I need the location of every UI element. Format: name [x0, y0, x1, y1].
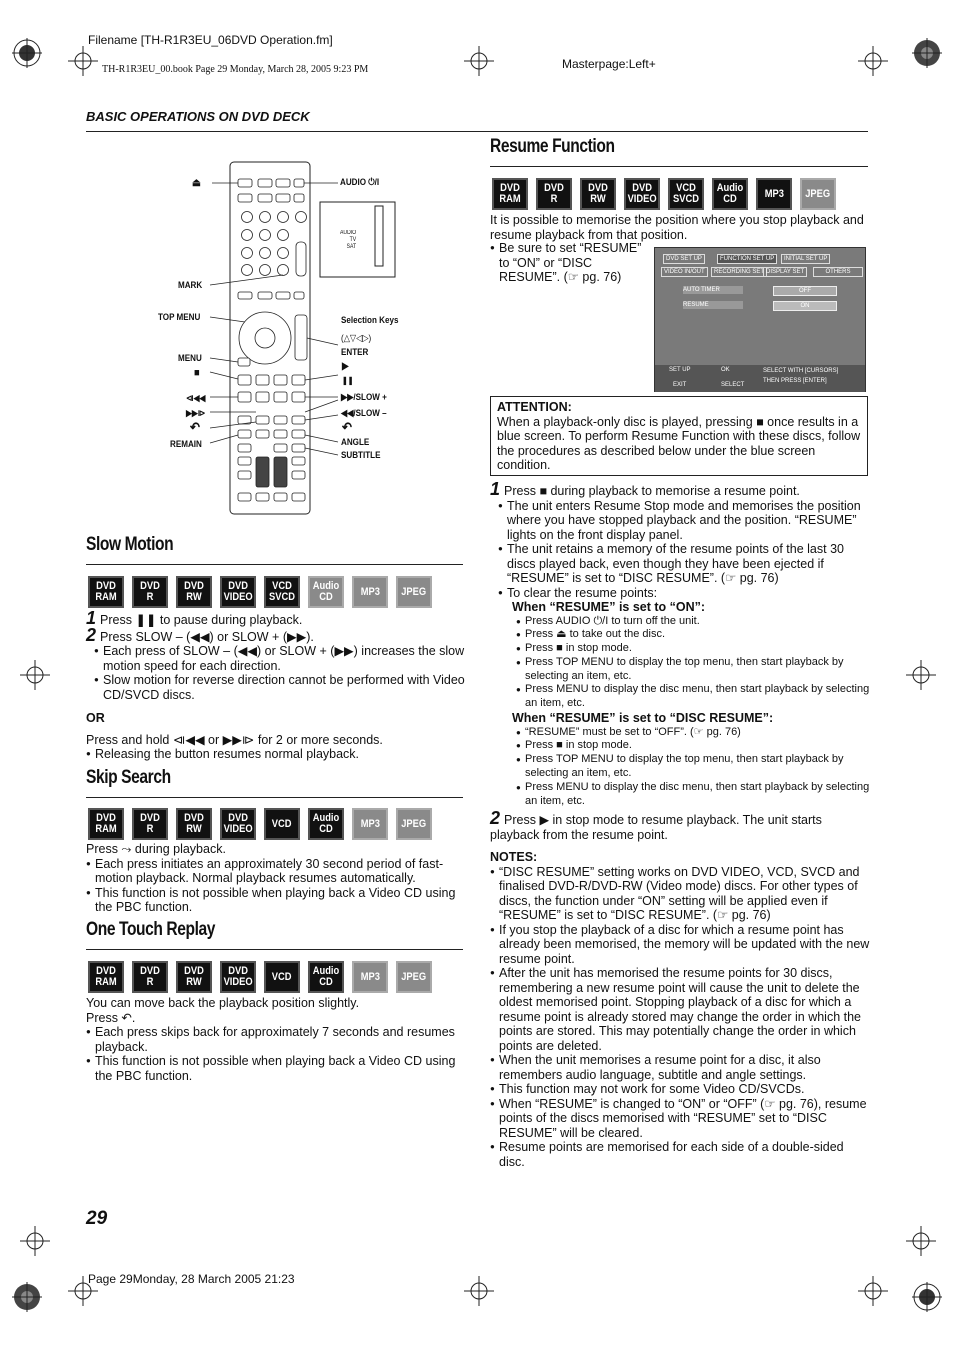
footer-stamp: Page 29Monday, 28 March 2005 21:23 — [88, 1272, 295, 1286]
screen-row-auto-timer-label: AUTO TIMER — [683, 286, 743, 294]
screen-instruction-2: THEN PRESS [ENTER] — [763, 378, 827, 384]
remote-body-graphic — [170, 160, 420, 520]
remote-audio-label: AUDIO ⏻/I — [340, 177, 380, 188]
replay-p2: Press ↶. — [86, 1010, 136, 1025]
badge-mp3: MP3 — [352, 576, 388, 608]
remote-slow-minus-label: ◀◀/SLOW – — [341, 408, 387, 419]
badge-dvd-video: DVD VIDEO — [220, 808, 256, 840]
badge-audio-cd: Audio CD — [308, 808, 344, 840]
skip-search-title: Skip Search — [86, 767, 171, 788]
resume-set-line-2: to “ON” or “DISC — [499, 255, 593, 270]
resume-intro: It is possible to memorise the position where you stop playback and resume playback from that position. — [490, 213, 864, 242]
remote-prev-label: ⧏◀◀ — [186, 393, 206, 403]
function-setup-screen — [654, 247, 866, 392]
registration-mark-mid-left — [20, 660, 50, 690]
badge-vcd: VCD — [264, 808, 300, 840]
resume-note-6: ● When “RESUME” is changed to “ON” or “OFF” (☞ pg. 76), resume points of the discs memorised with “RESUME” set to “DISC RESUME” will be cleared. — [490, 1097, 870, 1141]
screen-tab-function-setup: FUNCTION SET UP — [717, 254, 777, 264]
registration-mark-bottom-far-right — [912, 1282, 942, 1312]
remote-subtitle-label: SUBTITLE — [341, 450, 381, 461]
section-heading: BASIC OPERATIONS ON DVD DECK — [86, 109, 310, 124]
badge-jpeg: JPEG — [396, 961, 432, 993]
badge-dvd-ram: DVD RAM — [88, 576, 124, 608]
resume-disc-1: ● “RESUME” must be set to “OFF”. (☞ pg. 76) — [516, 726, 870, 740]
slow-motion-badges — [88, 576, 432, 608]
resume-disc-4: ● Press MENU to display the disc menu, then start playback by selecting an item, etc. — [516, 781, 870, 809]
badge-vcd-svcd: VCD SVCD — [668, 178, 704, 210]
remote-next-label: ▶▶⧐ — [186, 408, 206, 418]
slow-motion-body — [86, 608, 466, 762]
resume-note-5: ● This function may not work for some Video CD/SVCDs. — [490, 1082, 870, 1097]
replay-bullet-1: ● Each press skips back for approximately 7 seconds and resumes playback. — [86, 1025, 466, 1054]
remote-switch-label: AUDIO TV SAT — [340, 230, 357, 250]
remote-menu-label: MENU — [178, 353, 202, 364]
one-touch-title: One Touch Replay — [86, 919, 216, 940]
slow-bullet-2: ● Slow motion for reverse direction cannot be performed with Video CD/SVCD discs. — [94, 673, 466, 702]
remote-eject-label: ⏏ — [192, 177, 201, 189]
registration-mark-bottom-right — [906, 1226, 936, 1256]
attention-title: ATTENTION: — [497, 400, 572, 414]
resume-note-2: ● If you stop the playback of a disc for which a resume point has already been memorised, the memory will be updated with the new resume point. — [490, 923, 870, 967]
resume-title: Resume Function — [490, 136, 615, 157]
screen-instruction-1: SELECT WITH [CURSORS] — [763, 368, 839, 374]
badge-audio-cd: Audio CD — [308, 961, 344, 993]
screen-sub-others: OTHERS — [813, 267, 863, 277]
badge-dvd-r: DVD R — [536, 178, 572, 210]
skip-search-body — [86, 842, 466, 915]
remote-pause-label: ❚❚ — [342, 376, 354, 385]
screen-setup-hint: SET UP — [669, 367, 691, 373]
screen-select-hint: SELECT — [721, 382, 745, 388]
resume-notes-title: NOTES: — [490, 850, 538, 865]
badge-dvd-ram: DVD RAM — [492, 178, 528, 210]
resume-on-1: ● Press AUDIO ⏻/I to turn off the unit. — [516, 615, 870, 629]
badge-dvd-r: DVD R — [132, 808, 168, 840]
skip-bullet-2: ● This function is not possible when playing back a Video CD using the PBC function. — [86, 886, 466, 915]
remote-control-illustration — [158, 160, 420, 520]
screen-sub-recording-set: RECORDING SET — [711, 267, 767, 277]
screen-row-resume-label: RESUME — [683, 301, 743, 309]
badge-audio-cd: Audio CD — [308, 576, 344, 608]
resume-step-1: 1 Press ■ during playback to memorise a resume point. — [490, 479, 800, 499]
header-book-info: TH-R1R3EU_00.book Page 29 Monday, March 28, 2005 9:23 PM — [102, 64, 369, 75]
slow-or: OR — [86, 711, 105, 725]
registration-mark-bottom-center — [464, 1276, 494, 1306]
one-touch-body — [86, 996, 466, 1083]
remote-mark-label: MARK — [178, 280, 203, 291]
replay-bullet-2: ● This function is not possible when playing back a Video CD using the PBC function. — [86, 1054, 466, 1083]
registration-mark-bottom-right-2 — [858, 1276, 888, 1306]
skip-bullet-1: ● Each press initiates an approximately 30 second period of fast-motion playback. Normal playback resumes automatically. — [86, 857, 466, 886]
registration-mark-top-left — [12, 38, 42, 68]
badge-dvd-rw: DVD RW — [176, 576, 212, 608]
registration-mark-top-right-2 — [858, 46, 888, 76]
badge-dvd-video: DVD VIDEO — [624, 178, 660, 210]
screen-ok-hint: OK — [721, 367, 730, 373]
badge-dvd-rw: DVD RW — [176, 808, 212, 840]
resume-on-3: ● Press ■ in stop mode. — [516, 642, 870, 656]
header-filename: Filename [TH-R1R3EU_06DVD Operation.fm] — [88, 33, 333, 47]
badge-dvd-video: DVD VIDEO — [220, 576, 256, 608]
one-touch-rule — [86, 949, 463, 950]
remote-selection-keys-label: Selection Keys — [341, 315, 399, 326]
resume-s1-bullet-3: ● To clear the resume points: — [498, 586, 870, 601]
resume-on-4: ● Press TOP MENU to display the top menu, then start playback by selecting an item, etc. — [516, 656, 870, 684]
badge-vcd: VCD — [264, 961, 300, 993]
badge-jpeg: JPEG — [396, 576, 432, 608]
badge-dvd-ram: DVD RAM — [88, 961, 124, 993]
registration-mark-top-left-2 — [68, 46, 98, 76]
badge-dvd-rw: DVD RW — [580, 178, 616, 210]
registration-mark-bottom-left — [20, 1226, 50, 1256]
badge-mp3: MP3 — [352, 808, 388, 840]
badge-jpeg: JPEG — [800, 178, 836, 210]
registration-mark-top-center — [464, 46, 494, 76]
badge-dvd-ram: DVD RAM — [88, 808, 124, 840]
header-masterpage: Masterpage:Left+ — [562, 57, 656, 71]
resume-disc-3: ● Press TOP MENU to display the top menu, then start playback by selecting an item, etc. — [516, 753, 870, 781]
resume-rule — [490, 166, 868, 167]
badge-dvd-r: DVD R — [132, 576, 168, 608]
badge-dvd-video: DVD VIDEO — [220, 961, 256, 993]
screen-tab-initial-setup: INITIAL SET UP — [781, 254, 830, 264]
badge-dvd-r: DVD R — [132, 961, 168, 993]
remote-replay-icon: ↶ — [190, 419, 200, 435]
resume-on-2: ● Press ⏏ to take out the disc. — [516, 628, 870, 642]
badge-dvd-rw: DVD RW — [176, 961, 212, 993]
badge-vcd-svcd: VCD SVCD — [264, 576, 300, 608]
badge-jpeg: JPEG — [396, 808, 432, 840]
attention-text: When a playback-only disc is played, pressing ■ once results in a blue screen. To perform Resume Function with these discs, follow the procedures as described below under the blue screen condition. — [497, 414, 861, 472]
resume-s1-bullet-2: ● The unit retains a memory of the resume points of the last 30 discs played back, even though they have been ejected if “RESUME” is set to “DISC RESUME”. (☞ pg. 76) — [498, 542, 870, 586]
badge-audio-cd: Audio CD — [712, 178, 748, 210]
resume-step-2: 2 Press ▶ in stop mode to resume playback. The unit starts playback from the resume point. — [490, 808, 822, 842]
screen-sub-display-set: DISPLAY SET — [763, 267, 807, 277]
slow-bullet-1: ● Each press of SLOW – (◀◀) or SLOW + (▶▶) increases the slow motion speed for each direction. — [94, 644, 466, 673]
screen-exit-hint: EXIT — [673, 382, 687, 388]
resume-note-4: ● When the unit memorises a resume point for a disc, it also remembers audio language, subtitle and angle settings. — [490, 1053, 870, 1082]
slow-hold: Press and hold ⧏◀◀ or ▶▶⧐ for 2 or more seconds. — [86, 732, 383, 747]
resume-when-on: When “RESUME” is set to “ON”: — [512, 600, 706, 614]
registration-mark-top-right — [912, 38, 942, 68]
remote-remain-label: REMAIN — [170, 439, 202, 450]
registration-mark-bottom-far-left — [12, 1282, 42, 1312]
slow-step-1: 1 Press ❚❚ to pause during playback. — [86, 608, 303, 628]
skip-press: Press ⤳ during playback. — [86, 842, 226, 856]
resume-set-line-1: ● Be sure to set “RESUME” — [490, 241, 660, 256]
screen-row-auto-timer-value: OFF — [773, 286, 837, 296]
screen-tab-dvd-setup: DVD SET UP — [663, 254, 705, 264]
remote-angle-label: ANGLE — [341, 437, 370, 448]
slow-motion-rule — [86, 564, 463, 565]
header-rule — [86, 131, 868, 132]
remote-play-label: ▶ — [342, 361, 349, 372]
remote-slow-plus-label: ▶▶/SLOW + — [341, 392, 387, 403]
remote-stop-label: ■ — [194, 367, 200, 379]
screen-sub-video-inout: VIDEO IN/OUT — [661, 267, 708, 277]
one-touch-badges — [88, 961, 432, 993]
resume-disc-2: ● Press ■ in stop mode. — [516, 739, 870, 753]
resume-set-note — [490, 241, 660, 285]
slow-motion-title: Slow Motion — [86, 534, 174, 555]
attention-box — [490, 396, 868, 476]
resume-note-3: ● After the unit has memorised the resume points for 30 discs, remembering a new resume point will cause the unit to delete the oldest memorised point. Stopping playback of a disc for which a resume point is already stored may change the order in which the points are stored. This may potentially change the order in which points are deleted. — [490, 966, 870, 1053]
resume-s1-bullet-1: ● The unit enters Resume Stop mode and memorises the position where you have stopped playback and the position. “RESUME” lights on the front display panel. — [498, 499, 870, 543]
page-number: 29 — [86, 1208, 108, 1229]
remote-arrow-keys-label: (△▽◁▷) — [341, 333, 372, 344]
remote-top-menu-label: TOP MENU — [158, 312, 201, 323]
resume-on-5: ● Press MENU to display the disc menu, then start playback by selecting an item, etc. — [516, 683, 870, 711]
resume-note-1: ● “DISC RESUME” setting works on DVD VIDEO, VCD, SVCD and finalised DVD-R/DVD-RW (Video mode) discs. For other types of discs, the function under “ON” setting will be applied even if “RESUME” is set to “DISC RESUME”. (☞ pg. 76) — [490, 865, 870, 923]
slow-step-2: 2 Press SLOW – (◀◀) or SLOW + (▶▶). — [86, 624, 314, 645]
badge-mp3: MP3 — [352, 961, 388, 993]
slow-bullet-3: ● Releasing the button resumes normal playback. — [86, 747, 466, 762]
skip-search-rule — [86, 797, 463, 798]
badge-mp3: MP3 — [756, 178, 792, 210]
resume-set-line-3: RESUME”. (☞ pg. 76) — [499, 270, 622, 284]
remote-enter-label: ENTER — [341, 347, 369, 358]
screen-row-resume-value: ON — [773, 301, 837, 311]
resume-body — [490, 479, 870, 1169]
registration-mark-mid-right — [906, 660, 936, 690]
resume-when-disc: When “RESUME” is set to “DISC RESUME”: — [512, 711, 774, 726]
resume-note-7: ● Resume points are memorised for each side of a double-sided disc. — [490, 1140, 870, 1169]
skip-search-badges — [88, 808, 432, 840]
replay-p1: You can move back the playback position slightly. — [86, 996, 360, 1010]
remote-skip-icon: ↶ — [342, 419, 352, 435]
resume-badges — [492, 178, 836, 210]
